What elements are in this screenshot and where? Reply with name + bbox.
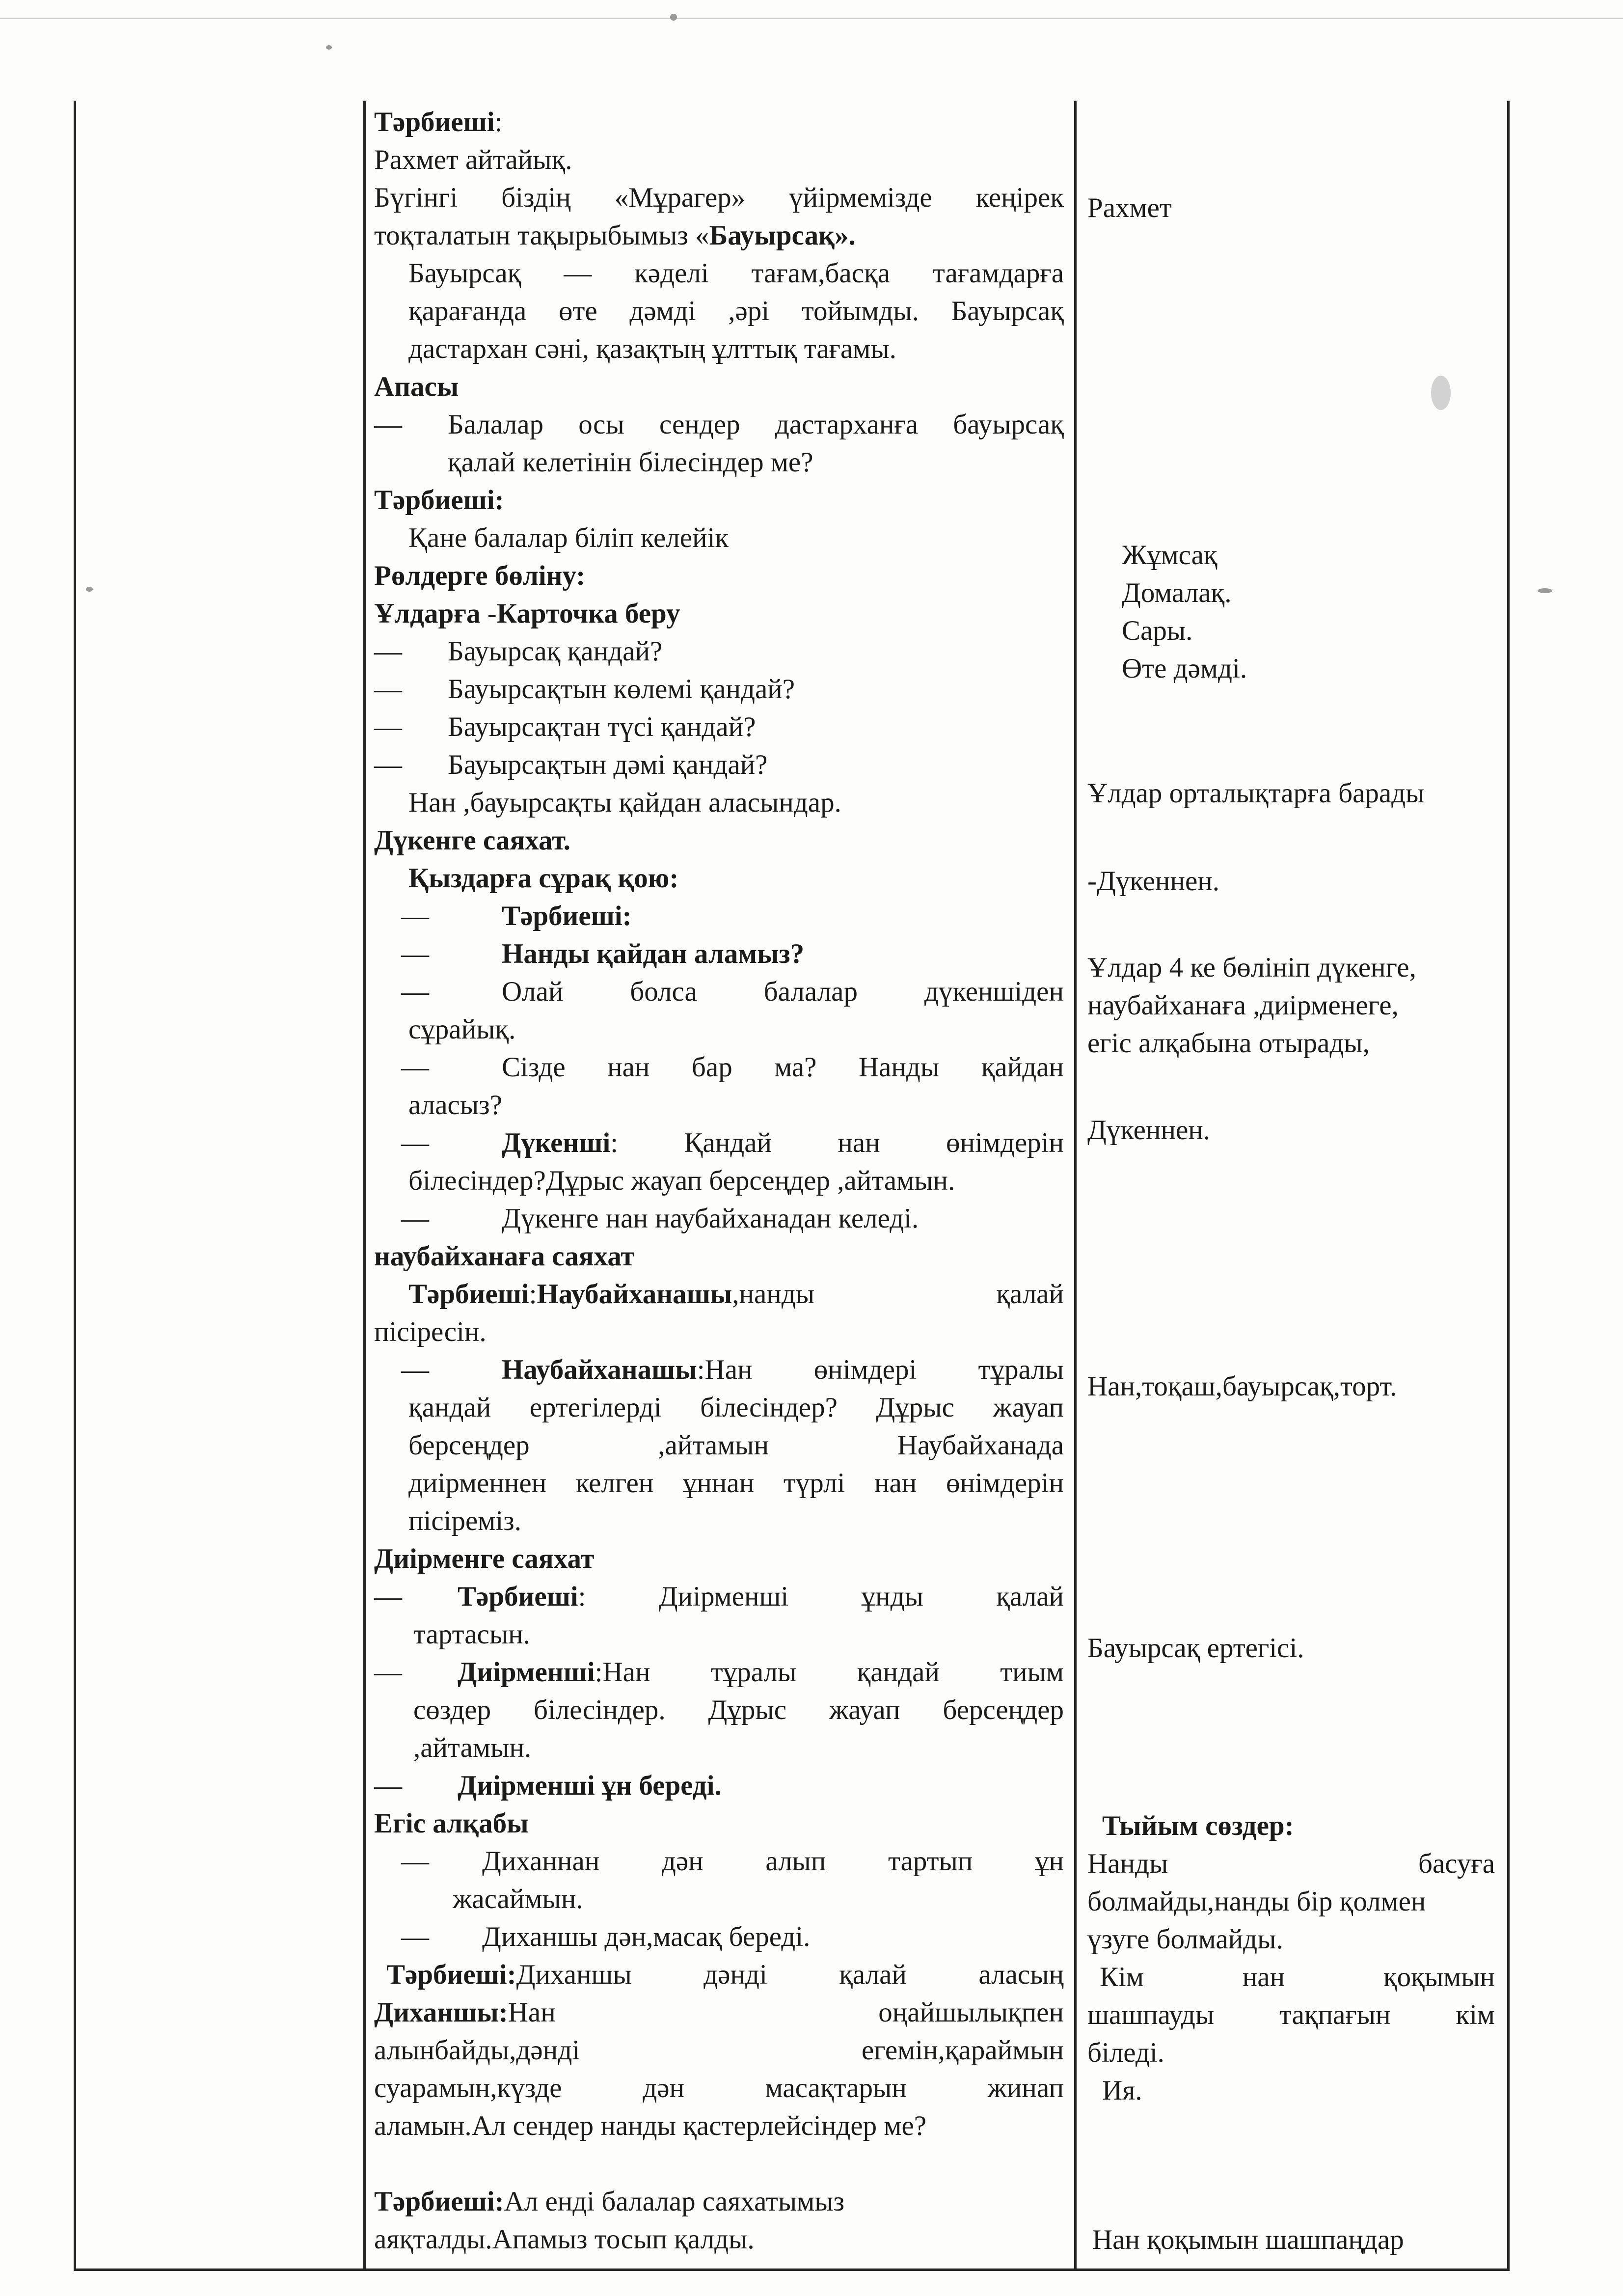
- response-text: егіс алқабына отырады,: [1087, 1028, 1370, 1059]
- text-line: жасаймын.: [453, 1884, 583, 1914]
- text-line: қандай ертегілерді білесіндер? Дұрыс жауап: [408, 1392, 1064, 1423]
- dash-item: — Сізде нан бар ма? Нанды қайдан: [401, 1052, 1064, 1083]
- section-heading: Қыздарға сұрақ қою:: [408, 863, 679, 894]
- response-text: үзуге болмайды.: [1087, 1924, 1283, 1955]
- text-line: Нан ,бауырсақты қайдан аласындар.: [408, 787, 841, 818]
- dash-item: — Балалар осы сендер дастарханға бауырсақ: [374, 409, 1064, 440]
- table-border-left: [74, 101, 76, 2271]
- response-text: Өте дәмді.: [1122, 653, 1247, 684]
- teacher-column: Тәрбиеші: Рахмет айтайық. Бүгінгі біздің «Мұрагер» үйірмемізде кеңірек тоқталатын тақырыбымыз «Бауырсақ». Бауырсақ — кәделі тағам,басқа тағамдарға қарағанда өте дәмді ,әрі тойымды. Бауырсақ дастархан сәні, қазақтың ұлттық тағамы. Апасы — Балалар осы сендер дастарханға бауырсақ қалай келетінін білесіндер ме? Тәрбиеші: Қане балалар біліп келейік Рөлдерге бөліну: Ұлдарға -Карточка беру — Бауырсақ қандай? — Бауырсақтын көлемі қандай? — Бауырсақтан түсі қандай? — Бауырсақтын дәмі қандай? Нан ,бауырсақты қайдан аласындар. Дүкенге саяхат. Қыздарға сұрақ қою: — Тәрбиеші: — Нанды қайдан аламыз? — Олай болса балалар дүкеншіден сұрайық. — Сізде нан бар ма? Нанды қайдан аласыз? — Дүкенші : Қандай нан өнімдерін білесіндер?Дұрыс жауап берсеңдер ,айтамын. — Дүкенге нан наубайханадан келеді. наубайханаға саяхат Тәрбиеші : Наубайханашы ,нанды қалай пісіресін. — Наубайханашы :Нан өнімдері тұралы қандай ертегілерді білесіндер? Дұрыс жауап берсеңдер ,айтамын Наубайханада диірменнен келген ұннан түрлі нан өнімдерін пісіреміз. Диірменге саяхат — Тәрбиеші : Диірменші ұнды қалай тартасын. — Диірменші :Нан тұралы қандай тиым сөздер білесіндер. Дұрыс жауап берсеңдер ,айтамын. — Диірменші ұн береді. Егіс алқабы — Диханнан дән алып тартып ұн жасаймын. — Диханшы дән,масақ береді. Тәрбиеші: Диханшы дәнді қалай аласың Диханшы: Нан оңайшылықпен алынбайды,дәнді егемін,қараймын суарамын,күзде дән масақтарын жинап аламын.Ал сендер нанды қастерлейсіндер ме? Тәрбиеші: Ал енді балалар саяхатымыз аяқталды.Апамыз тосып қалды.: [374, 103, 1064, 2258]
- table-border-right: [1507, 101, 1510, 2271]
- response-text: Кім нан қоқымын: [1100, 1962, 1495, 1993]
- topic-title: Бауырсақ».: [709, 220, 856, 251]
- scan-speck: [326, 45, 332, 50]
- table-divider-1: [363, 101, 366, 2271]
- response-text: Сары.: [1122, 615, 1193, 646]
- text-line: Бауырсақ — кәделі тағам,басқа тағамдарға: [408, 258, 1064, 289]
- response-text: Нан,тоқаш,бауырсақ,торт.: [1087, 1371, 1397, 1402]
- dash-item: — Олай болса балалар дүкеншіден: [401, 976, 1064, 1007]
- text-line: білесіндер?Дұрыс жауап берсеңдер ,айтамын.: [408, 1165, 955, 1196]
- dash-item: — Диханшы дән,масақ береді.: [401, 1921, 811, 1952]
- text-line: суарамын,күзде дән масақтарын жинап: [374, 2073, 1064, 2104]
- dash-item: — Тәрбиеші:: [401, 901, 632, 931]
- text-line: сұрайық.: [408, 1014, 516, 1045]
- text-line: ,айтамын.: [413, 1732, 532, 1763]
- text-line: сөздер білесіндер. Дұрыс жауап берсеңдер: [413, 1695, 1064, 1725]
- text-line: алынбайды,дәнді егемін,қараймын: [374, 2035, 1064, 2066]
- response-text: Бауырсақ ертегісі.: [1087, 1633, 1304, 1664]
- response-text: Нанды басуға: [1087, 1848, 1495, 1879]
- text-line: қарағанда өте дәмді ,әрі тойымды. Бауырсақ: [408, 296, 1064, 327]
- table-divider-2: [1074, 101, 1077, 2271]
- response-text: болмайды,нанды бір қолмен: [1087, 1886, 1426, 1917]
- text-line: Рахмет айтайық.: [374, 144, 572, 175]
- text-line: Бүгінгі біздің «Мұрагер» үйірмемізде кеңірек: [374, 182, 1064, 213]
- response-text: біледі.: [1087, 2037, 1164, 2068]
- text-line: аласыз?: [408, 1090, 502, 1121]
- dash-item: — Наубайханашы :Нан өнімдері тұралы: [401, 1354, 1064, 1385]
- dash-item: — Диханнан дән алып тартып ұн: [401, 1846, 1064, 1877]
- table-border-bottom: [74, 2269, 1510, 2271]
- section-heading: наубайханаға саяхат: [374, 1241, 635, 1272]
- text-line: берсеңдер ,айтамын Наубайханада: [408, 1430, 1064, 1461]
- response-text: шашпауды тақпағын кім: [1087, 1999, 1495, 2030]
- text-line: аяқталды.Апамыз тосып қалды.: [374, 2224, 755, 2255]
- question-item: — Бауырсақтын дәмі қандай?: [374, 749, 768, 780]
- text-line: тартасын.: [413, 1619, 530, 1650]
- response-text: наубайханаға ,диірменеге,: [1087, 990, 1399, 1021]
- text-line: диірменнен келген ұннан түрлі нан өнімдерін: [408, 1468, 1064, 1499]
- dash-item: — Дүкенші : Қандай нан өнімдерін: [401, 1127, 1064, 1158]
- section-heading: Диірменге саяхат: [374, 1543, 595, 1574]
- scan-speck: [670, 14, 677, 21]
- section-heading: Егіс алқабы: [374, 1808, 529, 1839]
- section-heading: Ұлдарға -Карточка беру: [374, 598, 680, 629]
- response-text: Ұлдар 4 ке бөлініп дүкенге,: [1087, 952, 1416, 983]
- text-line: қалай келетінін білесіндер ме?: [448, 447, 813, 478]
- response-text: Дүкеннен.: [1087, 1115, 1211, 1146]
- response-text: Ия.: [1102, 2075, 1142, 2106]
- text-line: аламын.Ал сендер нанды қастерлейсіндер ме?: [374, 2110, 927, 2141]
- speaker-teacher: Тәрбиеші:: [374, 485, 504, 516]
- section-heading: Рөлдерге бөліну:: [374, 560, 586, 591]
- speaker-teacher: Тәрбиеші: [374, 107, 495, 137]
- dash-item: — Нанды қайдан аламыз?: [401, 938, 805, 969]
- dash-item: — Дүкенге нан наубайханадан келеді.: [401, 1203, 919, 1234]
- response-text: Нан қоқымын шашпаңдар: [1092, 2224, 1404, 2255]
- response-text: -Дүкеннен.: [1087, 866, 1219, 897]
- question-item: — Бауырсақ қандай?: [374, 636, 663, 667]
- scan-top-edge: [0, 18, 1623, 19]
- text-line: Қане балалар біліп келейік: [408, 522, 729, 553]
- question-item: — Бауырсақтан түсі қандай?: [374, 711, 756, 742]
- section-heading: Дүкенге саяхат.: [374, 825, 571, 856]
- response-text: Домалақ.: [1122, 577, 1232, 608]
- dash-item: — Тәрбиеші : Диірменші ұнды қалай: [374, 1581, 1064, 1612]
- dash-item: — Диірменші :Нан тұралы қандай тиым: [374, 1657, 1064, 1688]
- text-line: пісіресін.: [374, 1316, 487, 1347]
- scan-speck: [86, 587, 93, 592]
- scan-speck: [1538, 588, 1552, 593]
- speaker-grandmother: Апасы: [374, 371, 459, 402]
- response-text: Ұлдар орталықтарға барады: [1087, 778, 1425, 809]
- response-text: Жұмсақ: [1122, 540, 1217, 571]
- text-line: дастархан сәні, қазақтың ұлттық тағамы.: [408, 333, 896, 364]
- question-item: — Бауырсақтын көлемі қандай?: [374, 674, 795, 705]
- response-heading: Тыйым сөздер:: [1102, 1810, 1294, 1841]
- text-line: пісіреміз.: [408, 1505, 521, 1536]
- response-text: Рахмет: [1087, 192, 1172, 223]
- scan-speck: [1431, 376, 1451, 410]
- dash-item: — Диірменші ұн береді.: [374, 1770, 722, 1801]
